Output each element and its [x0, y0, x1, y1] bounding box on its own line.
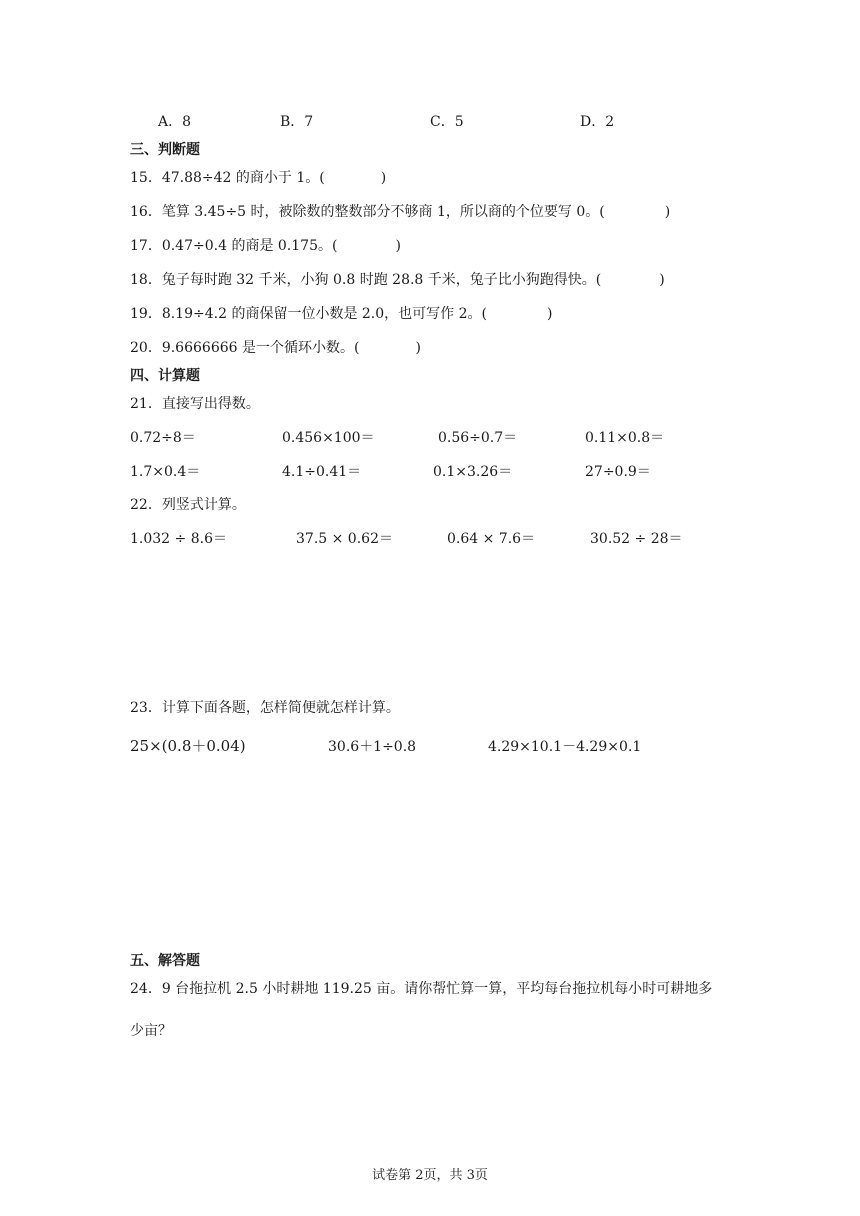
question-15	[130, 169, 386, 187]
oral-calc-item: 0.1×3.26＝	[433, 464, 513, 480]
question-text: 8.19÷4.2 的商保留一位小数是 2.0，也可写作 2。(	[161, 306, 487, 322]
question-24-line2: 少亩？	[130, 1023, 172, 1039]
answer-bracket-close: )	[546, 306, 553, 322]
question-number: 21．	[130, 396, 162, 412]
choice-option-c: C．5	[430, 114, 464, 130]
answer-bracket-close: )	[415, 340, 421, 356]
section-title-judgment: 三、判断题	[130, 142, 200, 158]
section-title-word-problems: 五、解答题	[130, 953, 200, 969]
question-text: 列竖式计算。	[161, 497, 246, 513]
choice-option-a: A．8	[158, 114, 192, 130]
vertical-calc-item: 30.52 ÷ 28＝	[590, 531, 683, 547]
question-19	[130, 305, 552, 323]
question-23	[130, 699, 400, 717]
choice-option-b: B．7	[280, 114, 314, 130]
vertical-calc-item: 0.64 × 7.6＝	[447, 531, 536, 547]
answer-bracket-close: )	[395, 238, 401, 254]
question-text: 47.88÷42 的商小于 1。(	[161, 170, 325, 186]
simplify-calc-item: 4.29×10.1－4.29×0.1	[488, 739, 642, 755]
oral-calc-item: 27÷0.9＝	[585, 464, 651, 480]
oral-calc-item: 0.72÷8＝	[130, 430, 196, 446]
question-text: 直接写出得数。	[161, 396, 260, 412]
question-text: 9.6666666 是一个循环小数。(	[161, 340, 360, 356]
oral-calc-item: 4.1÷0.41＝	[282, 464, 362, 480]
question-text: 笔算 3.45÷5 时，被除数的整数部分不够商 1，所以商的个位要写 0。(	[161, 204, 605, 220]
question-17	[130, 237, 401, 255]
question-text: 计算下面各题，怎样简便就怎样计算。	[161, 700, 400, 716]
simplify-calc-item: 30.6＋1÷0.8	[328, 739, 417, 755]
question-21	[130, 395, 260, 413]
answer-bracket-close: )	[659, 272, 665, 288]
vertical-calc-item: 1.032 ÷ 8.6＝	[130, 531, 227, 547]
question-text: 0.47÷0.4 的商是 0.175。(	[161, 238, 338, 254]
oral-calc-item: 0.56÷0.7＝	[438, 430, 518, 446]
question-number: 22．	[130, 497, 162, 513]
vertical-calc-item: 37.5 × 0.62＝	[296, 531, 393, 547]
question-number: 19．	[130, 306, 162, 322]
question-number: 18．	[130, 272, 162, 288]
question-number: 17．	[130, 238, 162, 254]
question-18	[130, 271, 665, 289]
question-number: 23．	[130, 700, 162, 716]
page-footer: 试卷第 2页，共 3页	[372, 1168, 488, 1183]
question-number: 15．	[130, 170, 162, 186]
question-24-line1	[130, 980, 712, 998]
question-number: 16．	[130, 204, 162, 220]
question-22	[130, 496, 246, 514]
section-title-calculation: 四、计算题	[130, 368, 200, 384]
question-20	[130, 339, 421, 357]
choice-option-d: D．2	[580, 114, 615, 130]
question-text: 9 台拖拉机 2.5 小时耕地 119.25 亩。请你帮忙算一算，平均每台拖拉机每小时可耕地多	[161, 981, 713, 997]
question-16	[130, 203, 670, 221]
oral-calc-item: 0.456×100＝	[282, 430, 375, 446]
simplify-calc-item: 25×(0.8＋0.04)	[130, 737, 246, 755]
oral-calc-item: 0.11×0.8＝	[585, 430, 665, 446]
answer-bracket-close: )	[664, 204, 671, 220]
answer-bracket-close: )	[380, 170, 387, 186]
question-number: 20．	[130, 340, 162, 356]
question-text: 兔子每时跑 32 千米，小狗 0.8 时跑 28.8 千米，兔子比小狗跑得快。(	[161, 272, 602, 288]
question-number: 24．	[130, 981, 162, 997]
oral-calc-item: 1.7×0.4＝	[130, 464, 201, 480]
